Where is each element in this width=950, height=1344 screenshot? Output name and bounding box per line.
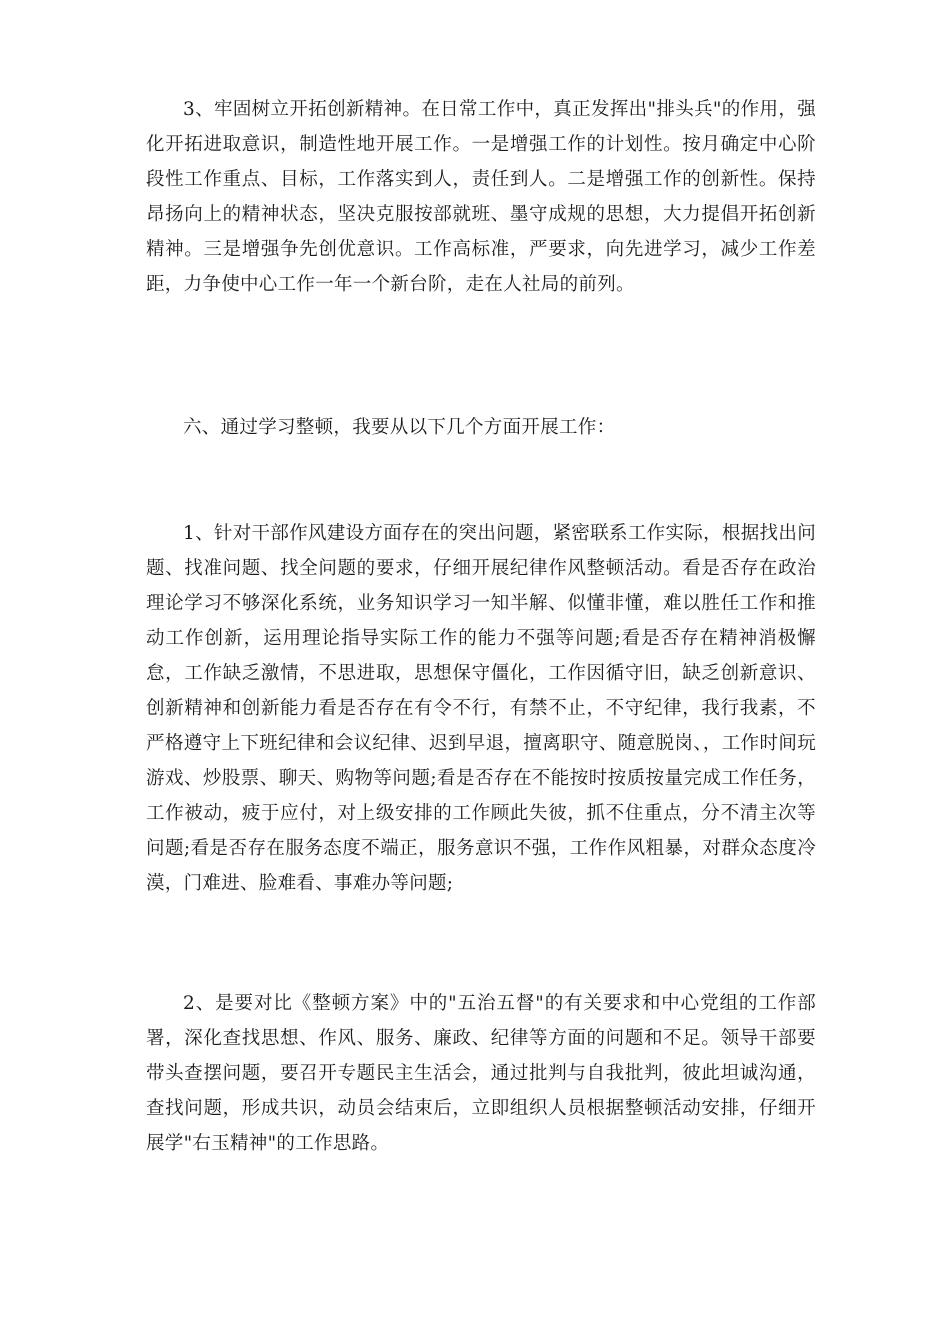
paragraph-work-style-problems: 1、针对干部作风建设方面存在的突出问题，紧密联系工作实际，根据找出问题、找准问题、找全问题的要求，仔细开展纪律作风整顿活动。看是否存在政治理论学习不够深化系统，业务知识学习一知半解、似懂非懂，难以胜任工作和推动工作创新，运用理论指导实际工作的能力不强等问题;看是否存在精神消极懈怠，工作缺乏激情，不思进取，思想保守僵化，工作因循守旧，缺乏创新意识、创新精神和创新能力看是否存在有令不行，有禁不止，不守纪律，我行我素，不严格遵守上下班纪律和会议纪律、迟到早退，擅离职守、随意脱岗、，工作时间玩游戏、炒股票、聊天、购物等问题;看是否存在不能按时按质按量完成工作任务，工作被动，疲于应付，对上级安排的工作顾此失彼，抓不住重点，分不清主次等问题;看是否存在服务态度不端正，服务意识不强，工作作风粗暴，对群众态度冷漠，门难进、脸难看、事难办等问题; [146, 523, 816, 894]
paragraph-innovation-spirit: 3、牢固树立开拓创新精神。在日常工作中，真正发挥出"排头兵"的作用，强化开拓进取意识，制造性地开展工作。一是增强工作的计划性。按月确定中心阶段性工作重点、目标，工作落实到人，责任到人。二是增强工作的创新性。保持昂扬向上的精神状态，坚决克服按部就班、墨守成规的思想，大力提倡开拓创新精神。三是增强争先创优意识。工作高标准，严要求，向先进学习，减少工作差距，力争使中心工作一年一个新台阶，走在人社局的前列。 [146, 99, 816, 295]
section-heading-six: 六、通过学习整顿，我要从以下几个方面开展工作： [183, 417, 616, 438]
paragraph-rectification-plan: 2、是要对比《整顿方案》中的"五治五督"的有关要求和中心党组的工作部署，深化查找思想、作风、服务、廉政、纪律等方面的问题和不足。领导干部要带头查摆问题，要召开专题民主生活会，通过批判与自我批判，彼此坦诚沟通，查找问题，形成共识，动员会结束后，立即组织人员根据整顿活动安排，仔细开展学"右玉精神"的工作思路。 [146, 993, 816, 1154]
